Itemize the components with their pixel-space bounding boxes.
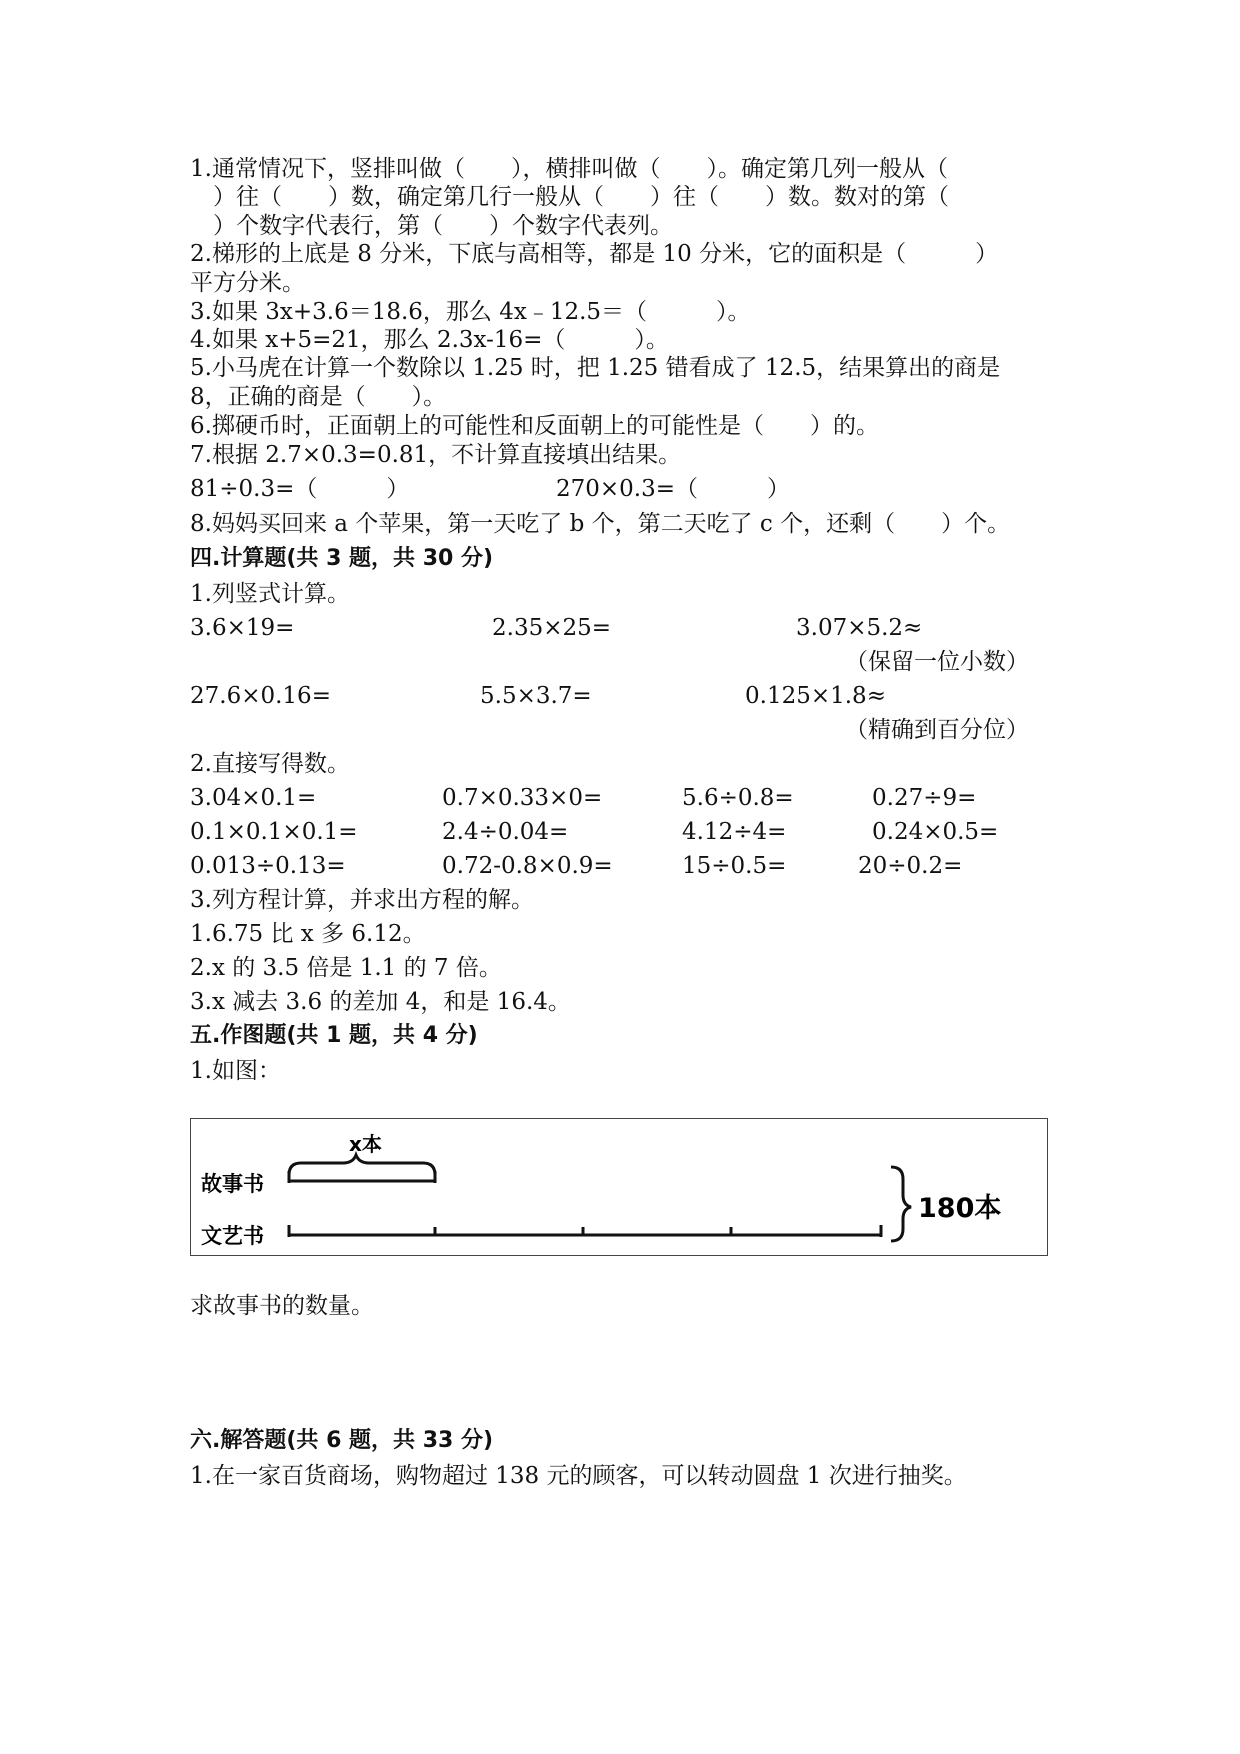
s4-q1-item: 3.07×5.2≈ [796, 615, 923, 641]
s4-q2-cell: 0.24×0.5= [872, 819, 999, 845]
row1-label: 故事书 [201, 1172, 264, 1196]
s6-q1: 1.在一家百货商场，购物超过 138 元的顾客，可以转动圆盘 1 次进行抽奖。 [190, 1463, 967, 1489]
s4-q2-cell: 4.12÷4= [682, 819, 787, 845]
s4-q2-title: 2.直接写得数。 [190, 751, 350, 777]
q7-item-2: 270×0.3=（ ） [556, 476, 791, 502]
s4-q2-cell: 2.4÷0.04= [442, 819, 569, 845]
s4-q1-title: 1.列竖式计算。 [190, 581, 350, 607]
s4-q2-cell: 0.7×0.33×0= [442, 785, 603, 811]
x-label: x本 [349, 1132, 382, 1156]
q8-line: 8.妈妈买回来 a 个苹果，第一天吃了 b 个，第二天吃了 c 个，还剩（ ）个。 [190, 511, 1011, 537]
row2-bar [289, 1225, 881, 1237]
s4-q3-item: 3.x 减去 3.6 的差加 4，和是 16.4。 [190, 989, 571, 1015]
s4-q2-cell: 20÷0.2= [858, 853, 963, 879]
s4-q1-note: （保留一位小数） [845, 649, 1029, 675]
section6-title: 六.解答题(共 6 题，共 33 分) [190, 1428, 494, 1453]
q1-line3: ）个数字代表行，第（ ）个数字代表列。 [190, 213, 673, 239]
row1-bar [289, 1171, 435, 1183]
q5-line1: 5.小马虎在计算一个数除以 1.25 时，把 1.25 错看成了 12.5，结果算出的商是 [190, 355, 1001, 381]
segment-diagram [190, 1118, 1048, 1256]
q3-line: 3.如果 3x+3.6＝18.6，那么 4x﹣12.5＝（ ）。 [190, 299, 751, 325]
segment-diagram-svg [191, 1119, 1046, 1254]
s4-q3-item: 1.6.75 比 x 多 6.12。 [190, 921, 426, 947]
s4-q1-item: 0.125×1.8≈ [745, 683, 886, 709]
q4-line: 4.如果 x+5=21，那么 2.3x-16=（ ）。 [190, 327, 669, 353]
q7-line: 7.根据 2.7×0.3=0.81，不计算直接填出结果。 [190, 442, 682, 468]
right-brace [891, 1167, 911, 1241]
s4-q1-note: （精确到百分位） [845, 717, 1029, 743]
s5-q1-title: 1.如图： [190, 1058, 281, 1084]
q5-line2: 8，正确的商是（ ）。 [190, 384, 447, 410]
s4-q1-item: 5.5×3.7= [480, 683, 592, 709]
s4-q1-item: 27.6×0.16= [190, 683, 331, 709]
section5-title: 五.作图题(共 1 题，共 4 分) [190, 1023, 478, 1048]
s4-q2-cell: 0.013÷0.13= [190, 853, 346, 879]
q1-line2: ）往（ ）数，确定第几行一般从（ ）往（ ）数。数对的第（ [190, 184, 949, 210]
top-brace [289, 1155, 435, 1175]
s4-q1-item: 2.35×25= [492, 615, 612, 641]
s4-q2-cell: 0.27÷9= [872, 785, 977, 811]
s4-q3-item: 2.x 的 3.5 倍是 1.1 的 7 倍。 [190, 955, 502, 981]
q7-item-1: 81÷0.3=（ ） [190, 476, 410, 502]
s4-q2-cell: 3.04×0.1= [190, 785, 317, 811]
total-label: 180本 [918, 1193, 1002, 1224]
s4-q2-cell: 15÷0.5= [682, 853, 787, 879]
s4-q2-cell: 0.72-0.8×0.9= [442, 853, 613, 879]
section4-title: 四.计算题(共 3 题，共 30 分) [190, 546, 494, 571]
q1-line1: 1.通常情况下，竖排叫做（ ），横排叫做（ ）。确定第几列一般从（ [190, 156, 948, 182]
q2-line1: 2.梯形的上底是 8 分米，下底与高相等，都是 10 分米，它的面积是（ ） [190, 241, 999, 267]
s4-q2-cell: 5.6÷0.8= [682, 785, 794, 811]
s4-q3-title: 3.列方程计算，并求出方程的解。 [190, 887, 534, 913]
s4-q2-cell: 0.1×0.1×0.1= [190, 819, 358, 845]
q2-line2: 平方分米。 [190, 270, 305, 296]
s5-question: 求故事书的数量。 [190, 1293, 374, 1319]
s4-q1-item: 3.6×19= [190, 615, 295, 641]
row2-label: 文艺书 [201, 1224, 264, 1248]
q6-line: 6.掷硬币时，正面朝上的可能性和反面朝上的可能性是（ ）的。 [190, 413, 879, 439]
